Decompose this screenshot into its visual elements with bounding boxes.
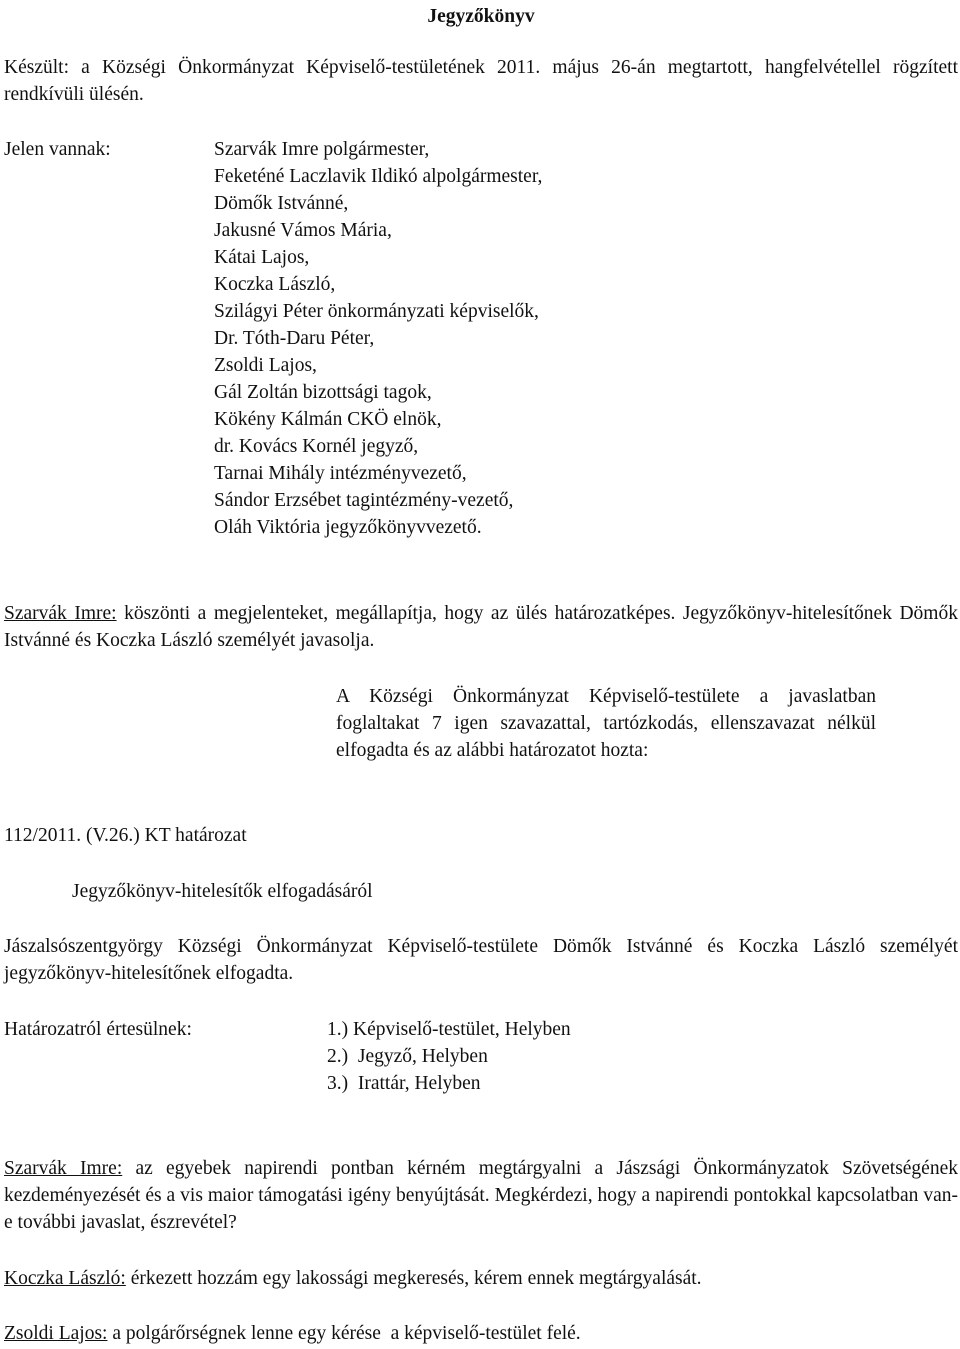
speech-text: az egyebek napirendi pontban kérném megtárgyalni a Jászsági Önkormányzatok Szövetségének kezdeményezését és a vis maior támogatási igény benyújtását. Megkérdezi, hogy a napirendi pontokkal kapcsolatban van-e további javaslat, észrevétel? [4,1158,958,1233]
present-member: Gál Zoltán bizottsági tagok, [214,382,432,403]
present-member: Kátai Lajos, [214,247,310,268]
document-title: Jegyzőkönyv [427,6,535,27]
speech-text: érkezett hozzám egy lakossági megkeresés, kérem ennek megtárgyalását. [125,1268,702,1289]
speech-paragraph [4,600,958,654]
speech-paragraph [4,1155,958,1236]
resolution-subject: Jegyzőkönyv-hitelesítők elfogadásáról [72,881,373,902]
present-member: Dömők Istvánné, [214,193,349,214]
present-member: Feketéné Laczlavik Ildikó alpolgármester, [214,166,543,187]
resolution-body: Jászalsószentgyörgy Községi Önkormányzat Képviselő-testülete Dömők Istvánné és Koczka László személyét jegyzőkönyv-hitelesítőnek elfogadta. [4,936,958,984]
speaker-name: Koczka László: [4,1268,126,1289]
present-member: Szarvák Imre polgármester, [214,139,430,160]
notify-item: 2.) Jegyző, Helyben [327,1046,488,1067]
speech-text: köszönti a megjelenteket, megállapítja, hogy az ülés határozatképes. Jegyzőkönyv-hitelesítőnek Dömők Istvánné és Koczka László személyét javasolja. [4,603,958,651]
present-member: Szilágyi Péter önkormányzati képviselők, [214,301,539,322]
present-member: Tarnai Mihály intézményvezető, [214,463,467,484]
notify-list [327,1016,571,1097]
present-members-list [214,136,542,541]
present-member: Kökény Kálmán CKÖ elnök, [214,409,442,430]
speaker-name: Szarvák Imre: [4,603,117,624]
notify-item: 1.) Képviselő-testület, Helyben [327,1019,571,1040]
speaker-name: Szarvák Imre: [4,1158,123,1179]
decision-paragraph: A Községi Önkormányzat Képviselő-testülete a javaslatban foglaltakat 7 igen szavazattal, tartózkodás, ellenszavazat nélkül elfogadta és az alábbi határozatot hozta: [336,686,876,761]
resolution-number: 112/2011. (V.26.) KT határozat [4,825,247,846]
present-member: Sándor Erzsébet tagintézmény-vezető, [214,490,514,511]
present-member: Jakusné Vámos Mária, [214,220,392,241]
present-member: Zsoldi Lajos, [214,355,317,376]
present-member: Oláh Viktória jegyzőkönyvvezető. [214,517,482,538]
present-label: Jelen vannak: [4,139,111,160]
speech-paragraph [4,1320,958,1347]
speaker-name: Zsoldi Lajos: [4,1323,108,1344]
present-member: dr. Kovács Kornél jegyző, [214,436,419,457]
notify-item: 3.) Irattár, Helyben [327,1073,481,1094]
present-member: Koczka László, [214,274,336,295]
intro-paragraph: Készült: a Községi Önkormányzat Képviselő-testületének 2011. május 26-án megtartott, hangfelvétellel rögzített rendkívüli ülésén. [4,57,958,105]
speech-text: a polgárőrségnek lenne egy kérése a képviselő-testület felé. [107,1323,581,1344]
present-member: Dr. Tóth-Daru Péter, [214,328,375,349]
speech-paragraph [4,1265,958,1292]
notify-label: Határozatról értesülnek: [4,1019,192,1040]
